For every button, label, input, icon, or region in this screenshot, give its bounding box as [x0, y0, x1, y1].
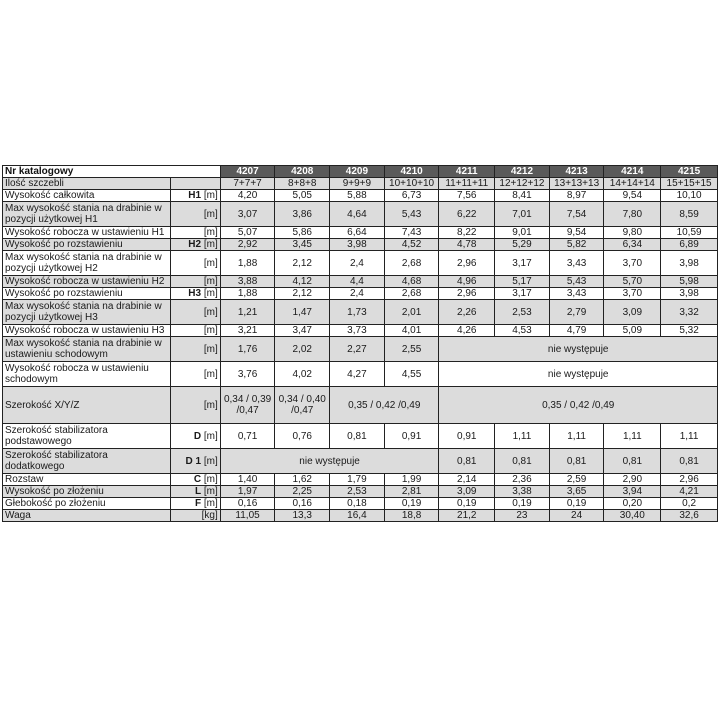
table-cell: 1,11	[661, 424, 718, 449]
table-cell: 1,76	[220, 337, 275, 362]
table-cell: 4,79	[549, 325, 604, 337]
table-cell: 0,81	[330, 424, 385, 449]
table-cell: 3,98	[330, 239, 385, 251]
table-cell: 0,81	[604, 449, 661, 474]
row-unit: [m]	[203, 474, 218, 485]
table-cell: 8+8+8	[275, 178, 330, 190]
table-cell: 6,22	[439, 202, 495, 227]
table-cell: 2,25	[275, 486, 330, 498]
column-header: 4208	[275, 166, 330, 178]
column-header: 4214	[604, 166, 661, 178]
table-cell: 6,73	[384, 190, 439, 202]
table-cell: 3,70	[604, 251, 661, 276]
row-label: Ilość szczebli	[3, 178, 171, 190]
table-cell: 0,81	[549, 449, 604, 474]
table-cell: 0,34 / 0,40 /0,47	[275, 387, 330, 424]
table-cell: 9,01	[495, 227, 550, 239]
table-cell: 0,18	[330, 498, 385, 510]
table-row	[3, 510, 718, 522]
table-cell: 2,96	[439, 251, 495, 276]
column-header: 4213	[549, 166, 604, 178]
row-unit-cell	[171, 486, 221, 498]
table-row	[3, 288, 718, 300]
table-cell: 0,19	[439, 498, 495, 510]
table-cell: 1,73	[330, 300, 385, 325]
row-unit: [m]	[203, 399, 218, 411]
column-header: 4212	[495, 166, 550, 178]
table-cell: 2,02	[275, 337, 330, 362]
row-label: Szerokość stabilizatora dodatkowego	[3, 449, 171, 474]
column-header: 4215	[661, 166, 718, 178]
table-cell: 5,29	[495, 239, 550, 251]
row-unit-cell	[171, 424, 221, 449]
table-cell: 30,40	[604, 510, 661, 522]
table-cell: 4,01	[384, 325, 439, 337]
table-cell: 5,43	[384, 202, 439, 227]
row-symbol: H1	[188, 190, 202, 201]
table-cell: 9,54	[604, 190, 661, 202]
table-row	[3, 190, 718, 202]
table-cell: 3,07	[220, 202, 275, 227]
table-cell: 2,4	[330, 288, 385, 300]
table-row	[3, 276, 718, 288]
table-cell: 3,21	[220, 325, 275, 337]
table-cell: 14+14+14	[604, 178, 661, 190]
table-cell: 2,53	[330, 486, 385, 498]
table-cell: nie występuje	[439, 337, 718, 362]
row-label: Wysokość robocza w ustawieniu H3	[3, 325, 171, 337]
table-cell: 0,81	[661, 449, 718, 474]
table-cell: 3,09	[439, 486, 495, 498]
table-row	[3, 178, 718, 190]
table-cell: 6,64	[330, 227, 385, 239]
table-cell: 3,73	[330, 325, 385, 337]
table-row	[3, 239, 718, 251]
table-cell: 4,55	[384, 362, 439, 387]
row-symbol: D 1	[185, 455, 202, 467]
table-row	[3, 227, 718, 239]
table-cell: 0,35 / 0,42 /0,49	[330, 387, 439, 424]
table-row	[3, 202, 718, 227]
table-cell: 1,11	[549, 424, 604, 449]
table-cell: 3,17	[495, 288, 550, 300]
table-cell: 5,43	[549, 276, 604, 288]
table-cell: 4,4	[330, 276, 385, 288]
table-row	[3, 474, 718, 486]
row-unit-cell	[171, 510, 221, 522]
row-unit-cell	[171, 362, 221, 387]
table-body	[3, 178, 718, 522]
row-unit-cell	[171, 449, 221, 474]
table-cell: 9+9+9	[330, 178, 385, 190]
row-unit: [m]	[203, 288, 218, 299]
row-unit-cell	[171, 239, 221, 251]
table-row	[3, 251, 718, 276]
table-cell: 4,21	[661, 486, 718, 498]
table-cell: 0,20	[604, 498, 661, 510]
row-unit-cell	[171, 190, 221, 202]
table-cell: 1,40	[220, 474, 275, 486]
row-unit: [m]	[203, 276, 218, 287]
row-symbol: F	[194, 498, 202, 509]
table-cell: 5,05	[275, 190, 330, 202]
table-cell: 3,94	[604, 486, 661, 498]
table-cell: 2,12	[275, 251, 330, 276]
row-symbol: H3	[188, 288, 202, 299]
table-cell: 4,64	[330, 202, 385, 227]
column-header: 4207	[220, 166, 275, 178]
table-row	[3, 337, 718, 362]
row-unit: [m]	[203, 257, 218, 269]
table-cell: 3,38	[495, 486, 550, 498]
table-cell: 2,12	[275, 288, 330, 300]
table-cell: 1,88	[220, 251, 275, 276]
table-cell: 10+10+10	[384, 178, 439, 190]
row-unit: [m]	[203, 325, 218, 336]
table-cell: 3,47	[275, 325, 330, 337]
table-cell: 0,16	[220, 498, 275, 510]
table-cell: 10,10	[661, 190, 718, 202]
header-row	[3, 166, 718, 178]
table-cell: 7,80	[604, 202, 661, 227]
table-cell: 3,45	[275, 239, 330, 251]
row-unit-cell	[171, 474, 221, 486]
table-cell: 4,52	[384, 239, 439, 251]
table-cell: 2,26	[439, 300, 495, 325]
table-cell: 21,2	[439, 510, 495, 522]
table-cell: 5,88	[330, 190, 385, 202]
table-cell: 5,32	[661, 325, 718, 337]
row-label: Wysokość po złożeniu	[3, 486, 171, 498]
table-cell: 1,21	[220, 300, 275, 325]
row-unit: [m]	[203, 343, 218, 355]
row-unit: [m]	[203, 368, 218, 380]
table-row	[3, 300, 718, 325]
row-unit: [m]	[203, 208, 218, 220]
table-cell: 0,91	[439, 424, 495, 449]
row-unit: [m]	[203, 306, 218, 318]
column-header: 4210	[384, 166, 439, 178]
row-label: Wysokość robocza w ustawieniu H2	[3, 276, 171, 288]
row-unit-cell	[171, 251, 221, 276]
table-cell: 3,09	[604, 300, 661, 325]
row-unit-cell	[171, 337, 221, 362]
table-cell: 2,55	[384, 337, 439, 362]
row-label: Rozstaw	[3, 474, 171, 486]
table-cell: 2,68	[384, 288, 439, 300]
table-cell: 3,32	[661, 300, 718, 325]
row-unit: [m]	[203, 239, 218, 250]
table-cell: 7,01	[495, 202, 550, 227]
table-cell: 5,86	[275, 227, 330, 239]
table-cell: 5,98	[661, 276, 718, 288]
column-header: 4209	[330, 166, 385, 178]
table-cell: 2,36	[495, 474, 550, 486]
header-label: Nr katalogowy	[3, 166, 221, 178]
row-label: Max wysokość stania na drabinie w pozycji użytkowej H2	[3, 251, 171, 276]
row-unit-cell	[171, 325, 221, 337]
table-cell: 5,70	[604, 276, 661, 288]
row-symbol: D	[193, 430, 202, 442]
table-cell: 1,88	[220, 288, 275, 300]
table-row	[3, 424, 718, 449]
table-cell: 3,88	[220, 276, 275, 288]
column-header: 4211	[439, 166, 495, 178]
table-cell: 9,80	[604, 227, 661, 239]
table-cell: 0,19	[384, 498, 439, 510]
table-cell: 6,34	[604, 239, 661, 251]
table-cell: 4,53	[495, 325, 550, 337]
table-cell: 18,8	[384, 510, 439, 522]
table-cell: 4,02	[275, 362, 330, 387]
row-label: Wysokość całkowita	[3, 190, 171, 202]
row-unit: [m]	[203, 227, 218, 238]
table-cell: 0,34 / 0,39 /0,47	[220, 387, 275, 424]
table-cell: 3,43	[549, 251, 604, 276]
table-cell: 2,4	[330, 251, 385, 276]
table-cell: 0,81	[495, 449, 550, 474]
table-cell: 5,07	[220, 227, 275, 239]
table-cell: 1,79	[330, 474, 385, 486]
table-row	[3, 362, 718, 387]
table-cell: 10,59	[661, 227, 718, 239]
table-cell: 0,35 / 0,42 /0,49	[439, 387, 718, 424]
table-cell: 0,2	[661, 498, 718, 510]
table-cell: 0,19	[549, 498, 604, 510]
table-cell: 2,27	[330, 337, 385, 362]
table-cell: 32,6	[661, 510, 718, 522]
table-cell: 0,19	[495, 498, 550, 510]
table-cell: 3,17	[495, 251, 550, 276]
table-cell: 0,71	[220, 424, 275, 449]
row-unit-cell	[171, 202, 221, 227]
row-unit: [m]	[203, 430, 218, 442]
table-row	[3, 387, 718, 424]
table-cell: 3,65	[549, 486, 604, 498]
table-cell: 4,20	[220, 190, 275, 202]
table-cell: 6,89	[661, 239, 718, 251]
table-cell: 2,96	[439, 288, 495, 300]
table-cell: 1,11	[495, 424, 550, 449]
spec-table	[2, 165, 718, 522]
table-cell: 0,76	[275, 424, 330, 449]
table-cell: 8,97	[549, 190, 604, 202]
table-cell: 4,96	[439, 276, 495, 288]
table-cell: 16,4	[330, 510, 385, 522]
row-unit: [m]	[203, 455, 218, 467]
table-cell: 7+7+7	[220, 178, 275, 190]
table-cell: 2,90	[604, 474, 661, 486]
row-label: Max wysokość stania na drabinie w pozycji użytkowej H3	[3, 300, 171, 325]
table-cell: 3,43	[549, 288, 604, 300]
row-unit: [m]	[203, 486, 218, 497]
table-cell: 11+11+11	[439, 178, 495, 190]
table-cell: 2,79	[549, 300, 604, 325]
row-unit: [m]	[203, 498, 218, 509]
table-cell: 12+12+12	[495, 178, 550, 190]
table-cell: 2,92	[220, 239, 275, 251]
row-unit-cell	[171, 387, 221, 424]
table-cell: 1,47	[275, 300, 330, 325]
table-cell: 8,41	[495, 190, 550, 202]
row-label: Wysokość robocza w ustawieniu schodowym	[3, 362, 171, 387]
row-unit-cell	[171, 498, 221, 510]
table-cell: 2,53	[495, 300, 550, 325]
row-unit: [m]	[203, 190, 218, 201]
row-unit-cell	[171, 227, 221, 239]
row-unit-cell	[171, 178, 221, 190]
row-symbol: C	[193, 474, 202, 485]
table-cell: 9,54	[549, 227, 604, 239]
table-cell: 4,12	[275, 276, 330, 288]
row-label: Max wysokość stania na drabinie w pozycji użytkowej H1	[3, 202, 171, 227]
table-cell: 4,27	[330, 362, 385, 387]
table-cell: 3,70	[604, 288, 661, 300]
row-symbol: H2	[188, 239, 202, 250]
table-cell: 5,82	[549, 239, 604, 251]
table-cell: 13,3	[275, 510, 330, 522]
row-label: Wysokość robocza w ustawieniu H1	[3, 227, 171, 239]
row-symbol: L	[194, 486, 202, 497]
row-unit-cell	[171, 276, 221, 288]
table-cell: 0,81	[439, 449, 495, 474]
table-cell: 2,59	[549, 474, 604, 486]
table-cell: 15+15+15	[661, 178, 718, 190]
row-label: Wysokość po rozstawieniu	[3, 239, 171, 251]
row-label: Głebokość po złożeniu	[3, 498, 171, 510]
table-cell: 2,14	[439, 474, 495, 486]
table-cell: nie występuje	[220, 449, 439, 474]
table-cell: 1,97	[220, 486, 275, 498]
table-cell: 1,11	[604, 424, 661, 449]
row-label: Max wysokość stania na drabinie w ustawieniu schodowym	[3, 337, 171, 362]
table-row	[3, 498, 718, 510]
table-cell: 3,98	[661, 251, 718, 276]
row-unit-cell	[171, 288, 221, 300]
table-cell: 7,43	[384, 227, 439, 239]
table-cell: 2,81	[384, 486, 439, 498]
spec-table-container	[2, 165, 718, 522]
table-cell: 7,54	[549, 202, 604, 227]
table-cell: 2,01	[384, 300, 439, 325]
table-cell: 5,09	[604, 325, 661, 337]
table-cell: 2,68	[384, 251, 439, 276]
table-cell: 4,68	[384, 276, 439, 288]
table-cell: 24	[549, 510, 604, 522]
table-cell: 3,76	[220, 362, 275, 387]
row-label: Szerokość X/Y/Z	[3, 387, 171, 424]
table-cell: 13+13+13	[549, 178, 604, 190]
table-cell: 3,98	[661, 288, 718, 300]
table-cell: 4,26	[439, 325, 495, 337]
table-row	[3, 486, 718, 498]
table-cell: 11,05	[220, 510, 275, 522]
table-cell: 0,91	[384, 424, 439, 449]
row-label: Szerokość stabilizatora podstawowego	[3, 424, 171, 449]
row-unit: [kg]	[201, 510, 218, 521]
table-cell: 1,99	[384, 474, 439, 486]
table-cell: 5,17	[495, 276, 550, 288]
table-cell: 8,59	[661, 202, 718, 227]
table-cell: 7,56	[439, 190, 495, 202]
table-cell: 3,86	[275, 202, 330, 227]
table-row	[3, 325, 718, 337]
table-cell: 8,22	[439, 227, 495, 239]
table-cell: 0,16	[275, 498, 330, 510]
table-cell: nie występuje	[439, 362, 718, 387]
table-row	[3, 449, 718, 474]
table-cell: 23	[495, 510, 550, 522]
table-cell: 4,78	[439, 239, 495, 251]
row-label: Waga	[3, 510, 171, 522]
table-cell: 1,62	[275, 474, 330, 486]
row-unit-cell	[171, 300, 221, 325]
row-label: Wysokość po rozstawieniu	[3, 288, 171, 300]
table-cell: 2,96	[661, 474, 718, 486]
